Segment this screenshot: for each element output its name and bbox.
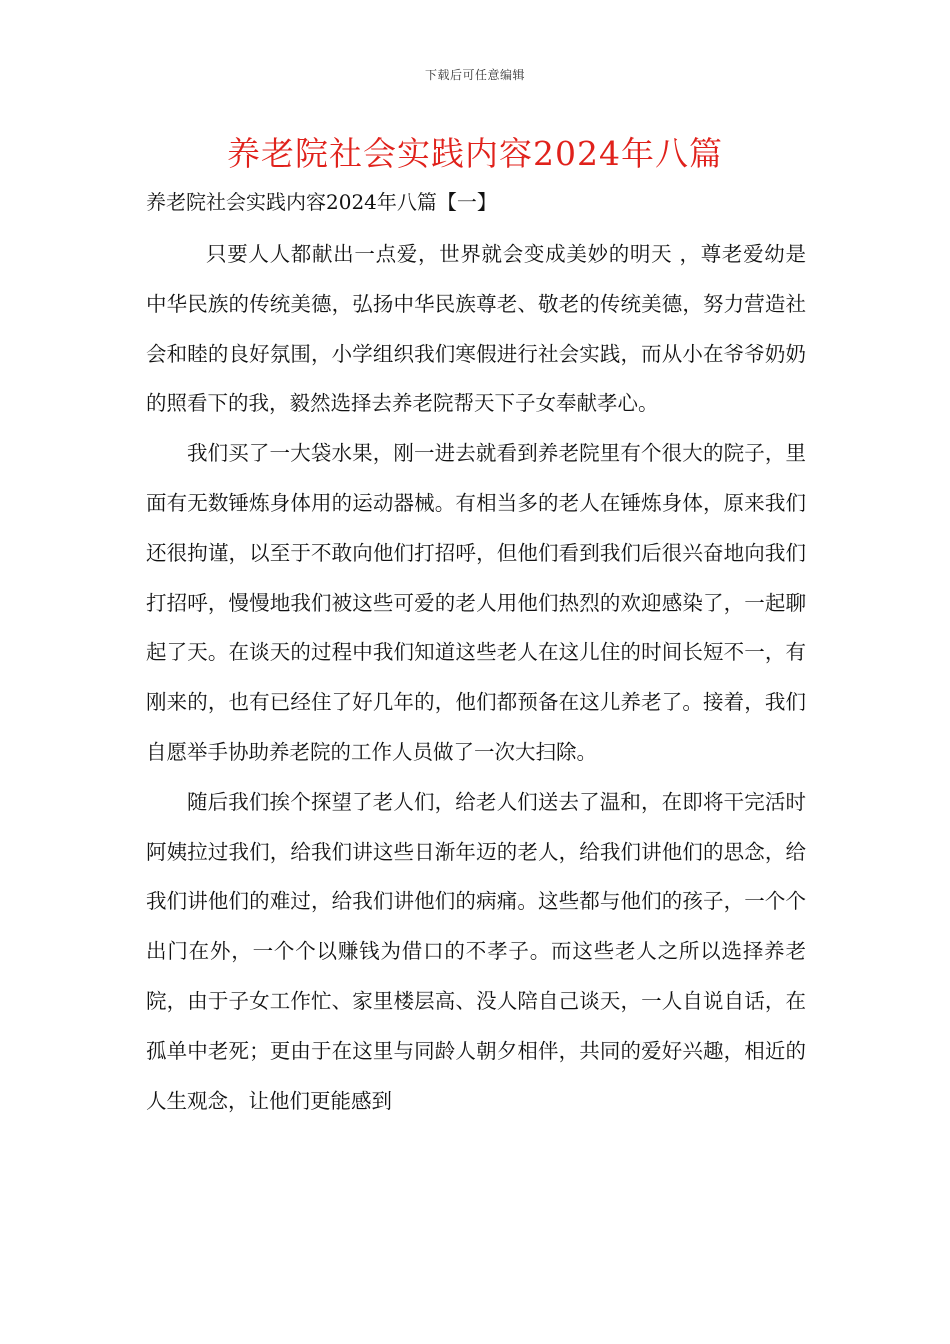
paragraph-1: 只要人人都献出一点爱，世界就会变成美妙的明天 ，尊老爱幼是中华民族的传统美德，弘扬中华民族尊老、敬老的传统美德，努力营造社会和睦的良好氛围，小学组织我们寒假进行社会实践，而从小在爷爷奶奶的照看下的我，毅然选择去养老院帮天下子女奉献孝心。 — [146, 242, 806, 416]
header-note: 下载后可任意编辑 — [424, 68, 525, 82]
paragraph-2: 我们买了一大袋水果，刚一进去就看到养老院里有个很大的院子，里面有无数锤炼身体用的运动器械。有相当多的老人在锤炼身体，原来我们还很拘谨，以至于不敢向他们打招呼，但他们看到我们后很兴奋地向我们打招呼，慢慢地我们被这些可爱的老人用他们热烈的欢迎感染了，一起聊起了天。在谈天的过程中我们知道这些老人在这儿住的时间长短不一，有刚来的，也有已经住了好几年的，他们都预备在这儿养老了。接着，我们自愿举手协助养老院的工作人员做了一次大扫除。 — [146, 441, 806, 764]
paragraph-3: 随后我们挨个探望了老人们，给老人们送去了温和，在即将干完活时阿姨拉过我们，给我们讲这些日渐年迈的老人，给我们讲他们的思念，给我们讲他们的难过，给我们讲他们的病痛。这些都与他们的孩子，一个个出门在外，一个个以赚钱为借口的不孝子。而这些老人之所以选择养老院，由于子女工作忙、家里楼层高、没人陪自己谈天，一人自说自话，在孤单中老死；更由于在这里与同龄人朝夕相伴，共同的爱好兴趣，相近的人生观念，让他们更能感到 — [146, 789, 806, 1113]
body-text — [146, 230, 806, 1126]
document-title: 养老院社会实践内容2024年八篇 — [227, 134, 723, 173]
section-heading: 养老院社会实践内容2024年八篇【一】 — [146, 190, 497, 214]
